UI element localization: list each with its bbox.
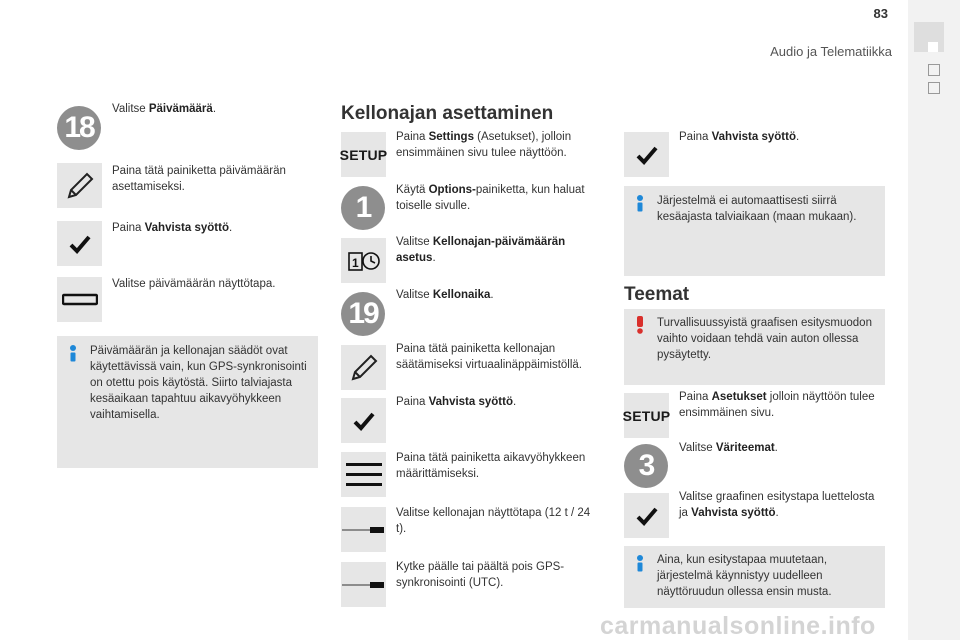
warning-note-text: Turvallisuussyistä graafisen esitysmuodon vaihto voidaan tehdä vain auton ollessa pysäytetty.	[657, 317, 872, 361]
setup-label: SETUP	[339, 146, 388, 163]
toggle-slider-icon	[341, 507, 386, 552]
info-note	[57, 336, 318, 468]
section-title: Audio ja Telematiikka	[770, 44, 892, 59]
info-note-text: Päivämäärän ja kellonajan säädöt ovat käytettävissä vain, kun GPS-synkronisointi on otettu pois käytöstä. Siirto talviajasta kesäaikaan tapahtuu aikavyöhykkeen vaihtamisella.	[90, 345, 307, 421]
info-icon	[65, 344, 81, 367]
theme-step-2: Valitse Väriteemat.	[679, 442, 778, 454]
checkmark-icon	[624, 493, 669, 538]
watermark: carmanualsonline.info	[600, 612, 876, 640]
page-sidebar	[908, 0, 960, 640]
mid-step-3: Valitse Kellonajan-päivämäärän asetus.	[396, 236, 566, 264]
clock-date-icon	[341, 238, 386, 283]
toggle-slider-icon	[341, 562, 386, 607]
pencil-icon	[57, 163, 102, 208]
info-note	[624, 546, 885, 608]
step-badge: 18	[57, 106, 101, 150]
step-badge: 19	[341, 292, 385, 336]
theme-step-3: Valitse graafinen esitystapa luettelosta ja Vahvista syöttö.	[679, 491, 875, 519]
setup-button-icon	[624, 393, 669, 438]
checkmark-icon	[624, 132, 669, 177]
page-number: 83	[873, 6, 888, 21]
date-format-icon	[57, 277, 102, 322]
info-note-text: Järjestelmä ei automaattisesti siirrä kesäajasta talviaikaan (maan mukaan).	[657, 195, 857, 223]
menu-list-icon	[341, 452, 386, 497]
mid-step-2: Käytä Options-painiketta, kun haluat toiselle sivulle.	[396, 184, 585, 212]
mid-step-8: Valitse kellonajan näyttötapa (12 t / 24 t).	[396, 507, 591, 535]
checkmark-icon	[57, 221, 102, 266]
info-note-text: Aina, kun esitystapaa muutetaan, järjestelmä käynnistyy uudelleen näyttöruudun ollessa ensin musta.	[657, 554, 832, 598]
mid-step-6: Paina Vahvista syöttö.	[396, 396, 517, 408]
setup-label: SETUP	[622, 407, 671, 424]
mid-step-7: Paina tätä painiketta aikavyöhykkeen määrittämiseksi.	[396, 452, 586, 480]
checkmark-icon	[341, 398, 386, 443]
warning-icon	[632, 316, 648, 339]
mid-step-1: Paina Settings (Asetukset), jolloin ensimmäinen sivu tulee näyttöön.	[396, 131, 572, 159]
sidebar-marker	[928, 42, 938, 52]
left-step-1: Valitse Päivämäärä.	[112, 103, 217, 115]
pencil-icon	[341, 345, 386, 390]
sidebar-marker	[928, 64, 940, 76]
left-step-4: Valitse päivämäärän näyttötapa.	[112, 278, 276, 290]
mid-step-9: Kytke päälle tai päältä pois GPS-synkronisointi (UTC).	[396, 561, 565, 589]
section-heading: Kellonajan asettaminen	[341, 103, 554, 124]
step-badge: 3	[624, 444, 668, 488]
theme-step-1: Paina Asetukset jolloin näyttöön tulee ensimmäinen sivu.	[679, 391, 875, 419]
sidebar-marker	[928, 82, 940, 94]
mid-step-5: Paina tätä painiketta kellonajan säätämiseksi virtuaalinäppäimistöllä.	[396, 343, 582, 371]
info-icon	[632, 554, 648, 577]
info-icon	[632, 194, 648, 217]
left-step-3: Paina Vahvista syöttö.	[112, 222, 233, 234]
step-badge: 1	[341, 186, 385, 230]
mid-step-4: Valitse Kellonaika.	[396, 289, 494, 301]
left-step-2: Paina tätä painiketta päivämäärän asettamiseksi.	[112, 165, 286, 193]
info-note	[624, 186, 885, 276]
setup-button-icon	[341, 132, 386, 177]
warning-note	[624, 309, 885, 385]
section-heading: Teemat	[624, 284, 690, 305]
right-step-confirm: Paina Vahvista syöttö.	[679, 131, 800, 143]
svg-text:1: 1	[351, 255, 359, 270]
